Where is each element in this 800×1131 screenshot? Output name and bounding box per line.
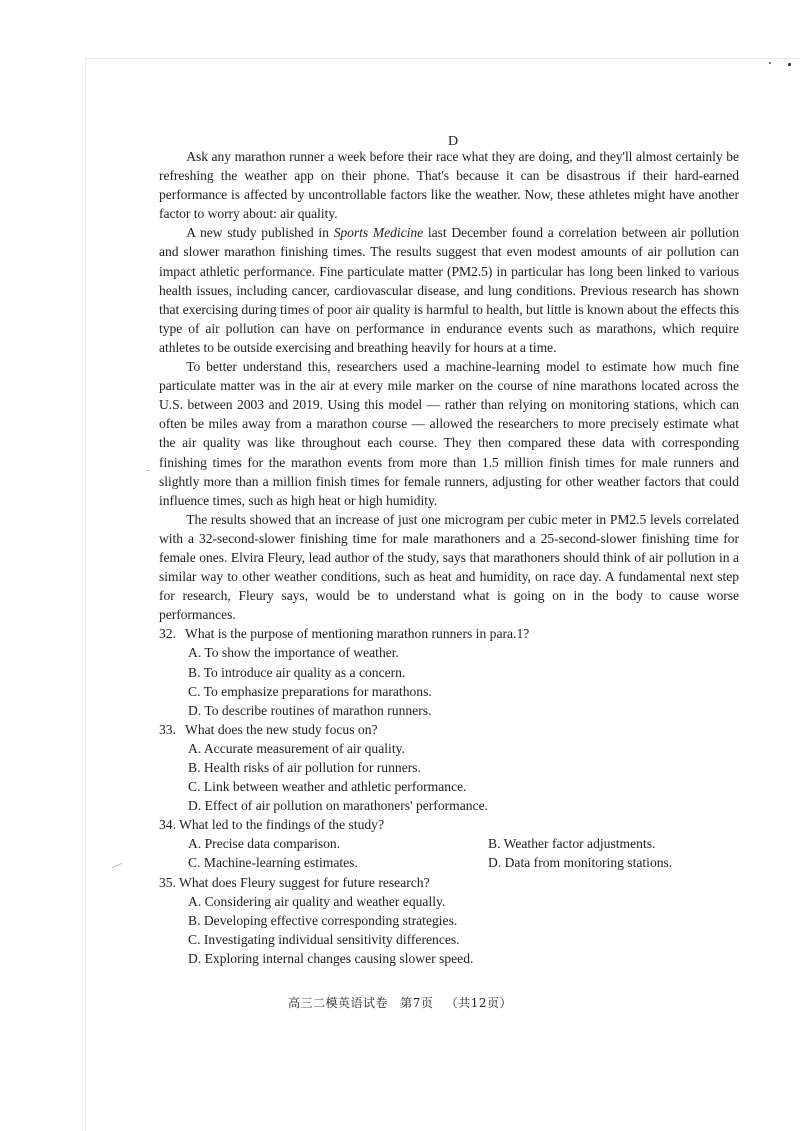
question-text: What is the purpose of mentioning marathon runners in para.1?: [185, 626, 530, 642]
option-c: C. To emphasize preparations for marathons.: [188, 683, 432, 699]
answer-options: [159, 643, 739, 719]
exam-page: [159, 134, 739, 968]
option-d: D. Effect of air pollution on marathoners' performance.: [188, 798, 489, 814]
question-number: 32.: [159, 626, 176, 642]
paragraph-text: last December found a correlation between air pollution and slower marathon finishing times. The results suggest that even modest amounts of air pollution can impact athletic performance. Fine particulate matter (PM2.5) in particular has long been linked to various health issues, including cancer, cardiovascular disease, and lung conditions. Previous research has shown that exercising during times of poor air quality is harmful to health, but little is known about the effects this type of air pollution can have on performance in endurance events such as marathons, which require athletes to be outside exercising and breathing heavily for hours at a time.: [159, 225, 739, 355]
option-d: D. To describe routines of marathon runners.: [188, 702, 432, 718]
question-text: What led to the findings of the study?: [179, 817, 384, 833]
scan-speck: [769, 62, 771, 64]
passage-paragraph-1: Ask any marathon runner a week before their race what they are doing, and they'll almost certainly be refreshing the weather app on their phone. That's because it can be disastrous if their hard-earned performance is affected by uncontrollable factors like the weather. Now, these athletes might have another factor to worry about: air quality.: [159, 149, 739, 222]
question-number: 33.: [159, 721, 176, 737]
page-number: 第7页: [400, 996, 434, 1010]
question-stem: [159, 873, 739, 892]
question-stem: [159, 624, 739, 643]
option-a: A. Considering air quality and weather equally.: [188, 893, 446, 909]
option-b: B. Health risks of air pollution for runners.: [188, 760, 421, 775]
option-c: C. Machine-learning estimates.: [188, 855, 358, 871]
journal-title: Sports Medicine: [333, 225, 424, 241]
question-stem: [159, 720, 739, 739]
scan-speck: [788, 63, 791, 66]
question-text: What does the new study focus on?: [185, 721, 378, 737]
question-32: [159, 624, 739, 719]
option-c: C. Investigating individual sensitivity differences.: [188, 931, 460, 947]
question-number: 35.: [159, 874, 176, 890]
exam-title: 高三二模英语试卷: [287, 996, 388, 1010]
option-d: D. Data from monitoring stations.: [488, 855, 673, 871]
scan-mark: [147, 470, 150, 471]
answer-options: [159, 834, 739, 872]
scan-mark: [112, 863, 121, 868]
question-stem: [159, 815, 739, 834]
option-b: B. To introduce air quality as a concern.: [188, 664, 406, 680]
passage-paragraph-3: To better understand this, researchers used a machine-learning model to estimate how much fine particulate matter was in the air at every mile marker on the course of nine marathons located across the U.S. between 2003 and 2019. Using this model — rather than relying on monitoring stations, which can often be miles away from a marathon course — allowed the researchers to more precisely estimate what the air quality was like throughout each course. They then compared these data with corresponding finishing times for the marathon events from more than 1.5 million finish times for male runners and slightly more than a million finish times for female runners, adjusting for other weather factors that could influence times, such as high heat or high humidity.: [159, 359, 739, 508]
page-footer: [0, 994, 800, 1011]
paragraph-text: A new study published in: [186, 225, 334, 241]
option-a: A. To show the importance of weather.: [188, 645, 399, 661]
option-a: A. Precise data comparison.: [188, 836, 341, 852]
section-heading: D: [447, 134, 459, 149]
option-a: A. Accurate measurement of air quality.: [188, 740, 405, 756]
option-b: B. Developing effective corresponding strategies.: [188, 912, 458, 928]
question-35: [159, 873, 739, 968]
scan-edge-top: [85, 58, 800, 59]
question-number: 34.: [159, 817, 176, 833]
reading-passage: [159, 147, 739, 624]
scan-edge-left: [85, 58, 86, 1131]
option-b: B. Weather factor adjustments.: [488, 836, 656, 852]
passage-paragraph-2: [159, 223, 739, 357]
passage-paragraph-4: The results showed that an increase of just one microgram per cubic meter in PM2.5 levels correlated with a 32-second-slower finishing time for male marathoners and a 25-second-slower finishing time for female ones. Elvira Fleury, lead author of the study, says that marathoners should think of air pollution in a similar way to other weather conditions, such as heat and humidity, on race day. A fundamental next step for research, Fleury says, would be to understand what is going on in the body to cause worse performances.: [159, 511, 739, 623]
question-text: What does Fleury suggest for future research?: [179, 874, 430, 890]
answer-options: [159, 739, 739, 815]
answer-options: [159, 892, 739, 968]
question-34: [159, 815, 739, 872]
option-c: C. Link between weather and athletic performance.: [188, 779, 467, 795]
option-d: D. Exploring internal changes causing slower speed.: [188, 950, 474, 966]
question-33: [159, 720, 739, 815]
page-total: （共12页）: [445, 996, 513, 1010]
